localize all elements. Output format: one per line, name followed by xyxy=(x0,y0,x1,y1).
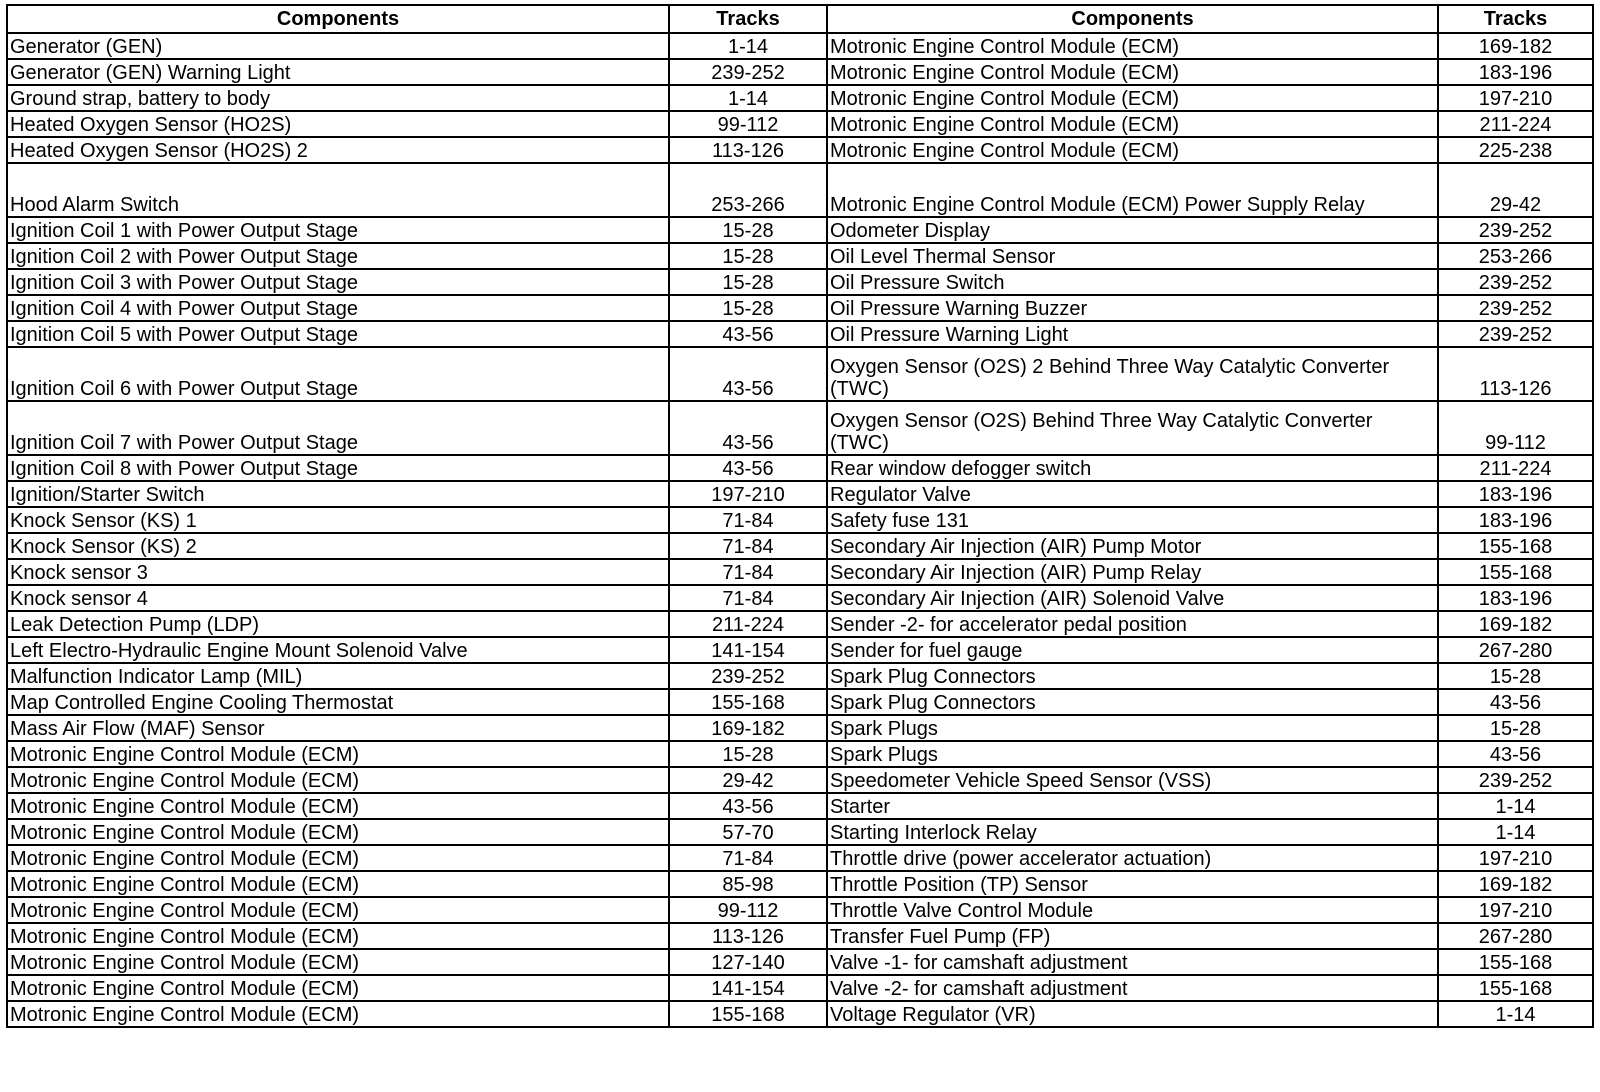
tracks-right-cell: 183-196 xyxy=(1438,585,1593,611)
component-left-cell: Hood Alarm Switch xyxy=(7,163,669,217)
tracks-left-cell: 71-84 xyxy=(669,845,827,871)
component-left-cell: Knock sensor 3 xyxy=(7,559,669,585)
tracks-left-cell: 43-56 xyxy=(669,455,827,481)
table-row xyxy=(7,243,1593,269)
header-row xyxy=(7,5,1593,33)
component-left-cell: Motronic Engine Control Module (ECM) xyxy=(7,819,669,845)
component-right-cell: Spark Plug Connectors xyxy=(827,663,1438,689)
header-tracks-left: Tracks xyxy=(669,5,827,33)
component-right-cell: Oil Pressure Warning Buzzer xyxy=(827,295,1438,321)
table-row xyxy=(7,59,1593,85)
tracks-right-cell: 239-252 xyxy=(1438,269,1593,295)
table-row xyxy=(7,741,1593,767)
tracks-left-cell: 29-42 xyxy=(669,767,827,793)
tracks-left-cell: 43-56 xyxy=(669,401,827,455)
tracks-right-cell: 197-210 xyxy=(1438,897,1593,923)
tracks-right-cell: 239-252 xyxy=(1438,295,1593,321)
component-right-cell: Starting Interlock Relay xyxy=(827,819,1438,845)
component-right-cell: Motronic Engine Control Module (ECM) xyxy=(827,33,1438,59)
tracks-right-cell: 225-238 xyxy=(1438,137,1593,163)
tracks-right-cell: 183-196 xyxy=(1438,481,1593,507)
tracks-left-cell: 239-252 xyxy=(669,663,827,689)
component-left-cell: Knock Sensor (KS) 2 xyxy=(7,533,669,559)
component-left-cell: Motronic Engine Control Module (ECM) xyxy=(7,897,669,923)
tracks-left-cell: 211-224 xyxy=(669,611,827,637)
tracks-right-cell: 169-182 xyxy=(1438,33,1593,59)
component-right-cell: Starter xyxy=(827,793,1438,819)
table-row xyxy=(7,455,1593,481)
table-row xyxy=(7,533,1593,559)
tracks-right-cell: 43-56 xyxy=(1438,689,1593,715)
tracks-left-cell: 155-168 xyxy=(669,689,827,715)
table-header xyxy=(7,5,1593,33)
component-right-cell: Oxygen Sensor (O2S) Behind Three Way Catalytic Converter (TWC) xyxy=(827,401,1438,455)
tracks-right-cell: 99-112 xyxy=(1438,401,1593,455)
tracks-right-cell: 29-42 xyxy=(1438,163,1593,217)
tracks-left-cell: 141-154 xyxy=(669,637,827,663)
tracks-left-cell: 71-84 xyxy=(669,559,827,585)
table-row xyxy=(7,481,1593,507)
tracks-left-cell: 43-56 xyxy=(669,793,827,819)
component-right-cell: Oil Pressure Warning Light xyxy=(827,321,1438,347)
component-right-cell: Transfer Fuel Pump (FP) xyxy=(827,923,1438,949)
component-right-cell: Spark Plugs xyxy=(827,715,1438,741)
table-row xyxy=(7,845,1593,871)
tracks-right-cell: 169-182 xyxy=(1438,871,1593,897)
tracks-left-cell: 1-14 xyxy=(669,33,827,59)
tracks-right-cell: 267-280 xyxy=(1438,923,1593,949)
component-right-cell: Safety fuse 131 xyxy=(827,507,1438,533)
component-right-cell: Motronic Engine Control Module (ECM) xyxy=(827,111,1438,137)
header-tracks-right: Tracks xyxy=(1438,5,1593,33)
tracks-left-cell: 253-266 xyxy=(669,163,827,217)
component-right-cell: Regulator Valve xyxy=(827,481,1438,507)
component-right-cell: Secondary Air Injection (AIR) Pump Relay xyxy=(827,559,1438,585)
component-right-cell: Oil Level Thermal Sensor xyxy=(827,243,1438,269)
table-row xyxy=(7,611,1593,637)
table-row xyxy=(7,85,1593,111)
table-row xyxy=(7,507,1593,533)
component-left-cell: Motronic Engine Control Module (ECM) xyxy=(7,871,669,897)
tracks-left-cell: 113-126 xyxy=(669,137,827,163)
component-right-cell: Throttle drive (power accelerator actuation) xyxy=(827,845,1438,871)
header-components-right: Components xyxy=(827,5,1438,33)
tracks-right-cell: 169-182 xyxy=(1438,611,1593,637)
table-row xyxy=(7,819,1593,845)
component-left-cell: Ignition Coil 3 with Power Output Stage xyxy=(7,269,669,295)
tracks-left-cell: 57-70 xyxy=(669,819,827,845)
component-left-cell: Motronic Engine Control Module (ECM) xyxy=(7,923,669,949)
component-right-cell: Motronic Engine Control Module (ECM) xyxy=(827,85,1438,111)
component-right-cell: Motronic Engine Control Module (ECM) xyxy=(827,59,1438,85)
table-row xyxy=(7,871,1593,897)
tracks-left-cell: 197-210 xyxy=(669,481,827,507)
table-row xyxy=(7,321,1593,347)
component-left-cell: Motronic Engine Control Module (ECM) xyxy=(7,949,669,975)
tracks-left-cell: 127-140 xyxy=(669,949,827,975)
component-left-cell: Motronic Engine Control Module (ECM) xyxy=(7,1001,669,1027)
tracks-right-cell: 15-28 xyxy=(1438,715,1593,741)
tracks-right-cell: 239-252 xyxy=(1438,767,1593,793)
component-right-cell: Odometer Display xyxy=(827,217,1438,243)
component-right-cell: Oxygen Sensor (O2S) 2 Behind Three Way Catalytic Converter (TWC) xyxy=(827,347,1438,401)
component-left-cell: Ignition Coil 6 with Power Output Stage xyxy=(7,347,669,401)
component-right-cell: Sender for fuel gauge xyxy=(827,637,1438,663)
tracks-left-cell: 1-14 xyxy=(669,85,827,111)
table-row xyxy=(7,33,1593,59)
table-row xyxy=(7,401,1593,455)
component-left-cell: Ignition Coil 8 with Power Output Stage xyxy=(7,455,669,481)
component-left-cell: Ignition/Starter Switch xyxy=(7,481,669,507)
tracks-right-cell: 197-210 xyxy=(1438,85,1593,111)
component-right-cell: Secondary Air Injection (AIR) Pump Motor xyxy=(827,533,1438,559)
component-left-cell: Motronic Engine Control Module (ECM) xyxy=(7,975,669,1001)
tracks-left-cell: 99-112 xyxy=(669,111,827,137)
table-row xyxy=(7,347,1593,401)
component-left-cell: Mass Air Flow (MAF) Sensor xyxy=(7,715,669,741)
component-right-cell: Throttle Valve Control Module xyxy=(827,897,1438,923)
table-row xyxy=(7,949,1593,975)
tracks-left-cell: 71-84 xyxy=(669,507,827,533)
table-row xyxy=(7,637,1593,663)
tracks-right-cell: 211-224 xyxy=(1438,111,1593,137)
component-right-cell: Rear window defogger switch xyxy=(827,455,1438,481)
component-left-cell: Ignition Coil 7 with Power Output Stage xyxy=(7,401,669,455)
tracks-left-cell: 239-252 xyxy=(669,59,827,85)
table-row xyxy=(7,767,1593,793)
tracks-right-cell: 183-196 xyxy=(1438,59,1593,85)
tracks-right-cell: 239-252 xyxy=(1438,217,1593,243)
component-left-cell: Motronic Engine Control Module (ECM) xyxy=(7,845,669,871)
component-left-cell: Heated Oxygen Sensor (HO2S) xyxy=(7,111,669,137)
tracks-left-cell: 15-28 xyxy=(669,741,827,767)
component-left-cell: Map Controlled Engine Cooling Thermostat xyxy=(7,689,669,715)
component-left-cell: Motronic Engine Control Module (ECM) xyxy=(7,741,669,767)
component-right-cell: Valve -2- for camshaft adjustment xyxy=(827,975,1438,1001)
table-row xyxy=(7,793,1593,819)
table-row xyxy=(7,217,1593,243)
tracks-left-cell: 155-168 xyxy=(669,1001,827,1027)
table-row xyxy=(7,975,1593,1001)
component-left-cell: Ignition Coil 1 with Power Output Stage xyxy=(7,217,669,243)
header-components-left: Components xyxy=(7,5,669,33)
tracks-right-cell: 183-196 xyxy=(1438,507,1593,533)
table-row xyxy=(7,295,1593,321)
component-left-cell: Left Electro-Hydraulic Engine Mount Solenoid Valve xyxy=(7,637,669,663)
component-left-cell: Ignition Coil 5 with Power Output Stage xyxy=(7,321,669,347)
table-row xyxy=(7,559,1593,585)
component-right-cell: Motronic Engine Control Module (ECM) Power Supply Relay xyxy=(827,163,1438,217)
component-right-cell: Valve -1- for camshaft adjustment xyxy=(827,949,1438,975)
tracks-right-cell: 15-28 xyxy=(1438,663,1593,689)
component-right-cell: Sender -2- for accelerator pedal position xyxy=(827,611,1438,637)
tracks-left-cell: 15-28 xyxy=(669,295,827,321)
tracks-left-cell: 169-182 xyxy=(669,715,827,741)
component-left-cell: Ignition Coil 4 with Power Output Stage xyxy=(7,295,669,321)
component-right-cell: Oil Pressure Switch xyxy=(827,269,1438,295)
table-row xyxy=(7,269,1593,295)
component-right-cell: Spark Plug Connectors xyxy=(827,689,1438,715)
component-left-cell: Malfunction Indicator Lamp (MIL) xyxy=(7,663,669,689)
table-row xyxy=(7,111,1593,137)
component-tracks-table xyxy=(6,4,1594,1028)
tracks-left-cell: 113-126 xyxy=(669,923,827,949)
tracks-left-cell: 43-56 xyxy=(669,321,827,347)
table-row xyxy=(7,163,1593,217)
tracks-left-cell: 99-112 xyxy=(669,897,827,923)
table-row xyxy=(7,897,1593,923)
tracks-right-cell: 43-56 xyxy=(1438,741,1593,767)
tracks-left-cell: 15-28 xyxy=(669,269,827,295)
component-left-cell: Knock sensor 4 xyxy=(7,585,669,611)
component-left-cell: Knock Sensor (KS) 1 xyxy=(7,507,669,533)
component-right-cell: Speedometer Vehicle Speed Sensor (VSS) xyxy=(827,767,1438,793)
tracks-right-cell: 155-168 xyxy=(1438,559,1593,585)
tracks-right-cell: 155-168 xyxy=(1438,975,1593,1001)
table-row xyxy=(7,663,1593,689)
component-left-cell: Motronic Engine Control Module (ECM) xyxy=(7,793,669,819)
component-left-cell: Generator (GEN) xyxy=(7,33,669,59)
table-row xyxy=(7,585,1593,611)
tracks-right-cell: 1-14 xyxy=(1438,1001,1593,1027)
component-right-cell: Throttle Position (TP) Sensor xyxy=(827,871,1438,897)
tracks-right-cell: 239-252 xyxy=(1438,321,1593,347)
table-row xyxy=(7,715,1593,741)
tracks-right-cell: 267-280 xyxy=(1438,637,1593,663)
table-row xyxy=(7,689,1593,715)
tracks-right-cell: 253-266 xyxy=(1438,243,1593,269)
table-body xyxy=(7,33,1593,1027)
component-left-cell: Generator (GEN) Warning Light xyxy=(7,59,669,85)
tracks-right-cell: 155-168 xyxy=(1438,949,1593,975)
tracks-right-cell: 1-14 xyxy=(1438,819,1593,845)
tracks-right-cell: 1-14 xyxy=(1438,793,1593,819)
component-left-cell: Ignition Coil 2 with Power Output Stage xyxy=(7,243,669,269)
tracks-left-cell: 71-84 xyxy=(669,585,827,611)
tracks-left-cell: 85-98 xyxy=(669,871,827,897)
tracks-right-cell: 211-224 xyxy=(1438,455,1593,481)
table-row xyxy=(7,1001,1593,1027)
tracks-right-cell: 113-126 xyxy=(1438,347,1593,401)
component-left-cell: Leak Detection Pump (LDP) xyxy=(7,611,669,637)
tracks-left-cell: 15-28 xyxy=(669,217,827,243)
tracks-left-cell: 15-28 xyxy=(669,243,827,269)
component-left-cell: Motronic Engine Control Module (ECM) xyxy=(7,767,669,793)
component-right-cell: Secondary Air Injection (AIR) Solenoid Valve xyxy=(827,585,1438,611)
tracks-right-cell: 197-210 xyxy=(1438,845,1593,871)
component-left-cell: Ground strap, battery to body xyxy=(7,85,669,111)
component-left-cell: Heated Oxygen Sensor (HO2S) 2 xyxy=(7,137,669,163)
tracks-left-cell: 71-84 xyxy=(669,533,827,559)
component-right-cell: Voltage Regulator (VR) xyxy=(827,1001,1438,1027)
table-row xyxy=(7,923,1593,949)
table-row xyxy=(7,137,1593,163)
component-right-cell: Spark Plugs xyxy=(827,741,1438,767)
tracks-left-cell: 141-154 xyxy=(669,975,827,1001)
tracks-left-cell: 43-56 xyxy=(669,347,827,401)
tracks-right-cell: 155-168 xyxy=(1438,533,1593,559)
component-right-cell: Motronic Engine Control Module (ECM) xyxy=(827,137,1438,163)
